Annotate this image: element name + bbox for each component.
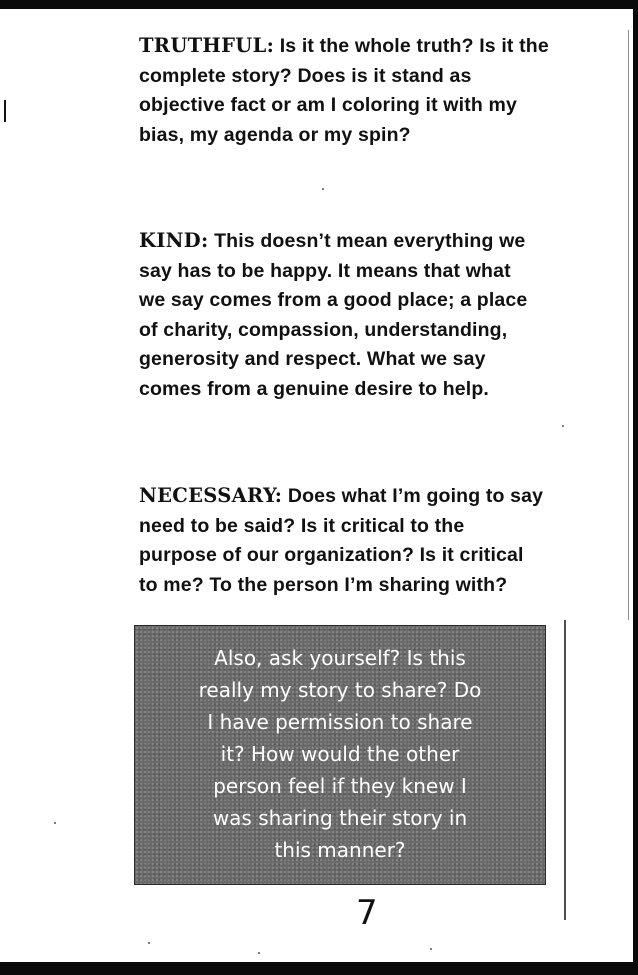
scan-speck <box>54 822 56 824</box>
callout-side-rule <box>564 620 566 920</box>
callout-text: Also, ask yourself? Is this really my story to share? Do I have permission to share it? How would the other person feel if they knew I was sharing their story in this manner? <box>198 646 482 862</box>
scan-border-right <box>633 0 638 975</box>
scan-speck <box>562 425 564 427</box>
necessary-section <box>139 481 631 600</box>
truthful-term: TRUTHFUL: <box>139 34 275 57</box>
callout-box <box>134 625 546 885</box>
kind-term: KIND: <box>139 229 209 252</box>
scan-speck <box>258 952 260 954</box>
truthful-section <box>139 31 631 150</box>
page-number: 7 <box>356 893 378 933</box>
necessary-term: NECESSARY: <box>139 484 283 507</box>
necessary-paragraph: NECESSARY: Does what I’m going to say need to be said? Is it critical to the purpose of our organization? Is it critical to me? To the person I’m sharing with? <box>139 484 544 596</box>
scan-speck <box>430 948 432 950</box>
kind-paragraph: KIND: This doesn’t mean everything we say has to be happy. It means that what we say comes from a good place; a place of charity, compassion, understanding, generosity and respect. What we say comes from a genuine desire to help. <box>139 229 528 400</box>
scan-mark-left <box>4 100 6 122</box>
kind-section <box>139 226 631 404</box>
scan-border-top <box>0 0 638 9</box>
truthful-paragraph: TRUTHFUL: Is it the whole truth? Is it the complete story? Does is it stand as objective fact or am I coloring it with my bias, my agenda or my spin? <box>139 34 549 146</box>
scan-speck <box>148 942 150 944</box>
scan-speck <box>322 188 324 190</box>
scan-border-bottom <box>0 962 638 975</box>
